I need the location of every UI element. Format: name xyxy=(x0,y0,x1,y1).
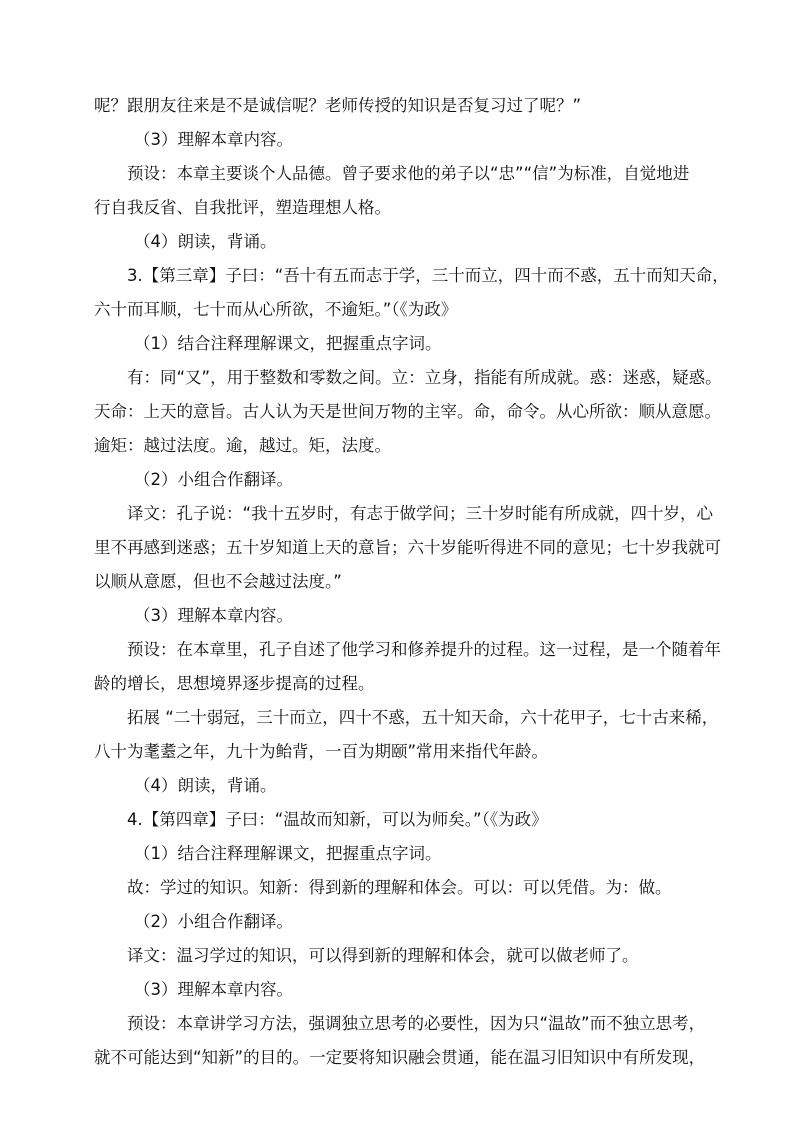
text-line: 龄的增长，思想境界逐步提高的过程。 xyxy=(94,674,375,693)
text-line: 拓展 “二十弱冠，三十而立，四十不惑，五十知天命，六十花甲子，七十古来稀， xyxy=(127,708,719,727)
text-line: （1）结合注释理解课文，把握重点字词。 xyxy=(134,844,442,863)
text-line: 里不再感到迷惑；五十岁知道上天的意旨；六十岁能听得进不同的意见；七十岁我就可 xyxy=(94,538,721,557)
text-line: 译文：温习学过的知识，可以得到新的理解和体会，就可以做老师了。 xyxy=(127,946,639,965)
text-line: 天命：上天的意旨。古人认为天是世间万物的主宰。命，命令。从心所欲：顺从意愿。 xyxy=(94,402,721,421)
text-line: （3）理解本章内容。 xyxy=(134,130,293,149)
text-line: （4）朗读，背诵。 xyxy=(134,776,277,795)
text-line: 以顺从意愿，但也不会越过法度。” xyxy=(94,572,342,591)
text-line: 就不可能达到“知新”的目的。一定要将知识融会贯通，能在温习旧知识中有所发现， xyxy=(94,1048,706,1067)
text-line: 译文：孔子说：“我十五岁时，有志于做学问；三十岁时能有所成就，四十岁，心 xyxy=(127,504,714,523)
text-line: （3）理解本章内容。 xyxy=(134,980,293,999)
text-line: （1）结合注释理解课文，把握重点字词。 xyxy=(134,334,442,353)
text-line: 预设：本章主要谈个人品德。曾子要求他的弟子以“忠”“信”为标准，自觉地进 xyxy=(127,164,690,183)
text-line: 3.【第三章】子曰：“吾十有五而志于学，三十而立，四十而不惑，五十而知天命， xyxy=(127,266,729,285)
text-line: 行自我反省、自我批评，塑造理想人格。 xyxy=(94,198,391,217)
text-line: 故：学过的知识。知新：得到新的理解和体会。可以：可以凭借。为：做。 xyxy=(127,878,672,897)
text-line: 六十而耳顺，七十而从心所欲，不逾矩。”（《为政》 xyxy=(94,300,458,319)
document-page xyxy=(94,96,729,1082)
text-line: （2）小组合作翻译。 xyxy=(134,912,293,931)
text-line: （3）理解本章内容。 xyxy=(134,606,293,625)
text-line: 预设：在本章里，孔子自述了他学习和修养提升的过程。这一过程，是一个随着年 xyxy=(127,640,721,659)
text-line: 4.【第四章】子曰：“温故而知新，可以为师矣。”（《为政》 xyxy=(127,810,548,829)
text-line: 预设：本章讲学习方法，强调独立思考的必要性，因为只“温故”而不独立思考， xyxy=(127,1014,706,1033)
text-line: 呢？跟朋友往来是不是诚信呢？老师传授的知识是否复习过了呢？” xyxy=(94,96,582,115)
text-line: 八十为耄耋之年，九十为鲐背，一百为期颐”常用来指代年龄。 xyxy=(94,742,549,761)
text-line: （4）朗读，背诵。 xyxy=(134,232,277,251)
text-line: 有：同“又”，用于整数和零数之间。立：立身，指能有所成就。惑：迷惑，疑惑。 xyxy=(127,368,722,387)
text-line: 逾矩：越过法度。逾，越过。矩，法度。 xyxy=(94,436,391,455)
text-line: （2）小组合作翻译。 xyxy=(134,470,293,489)
